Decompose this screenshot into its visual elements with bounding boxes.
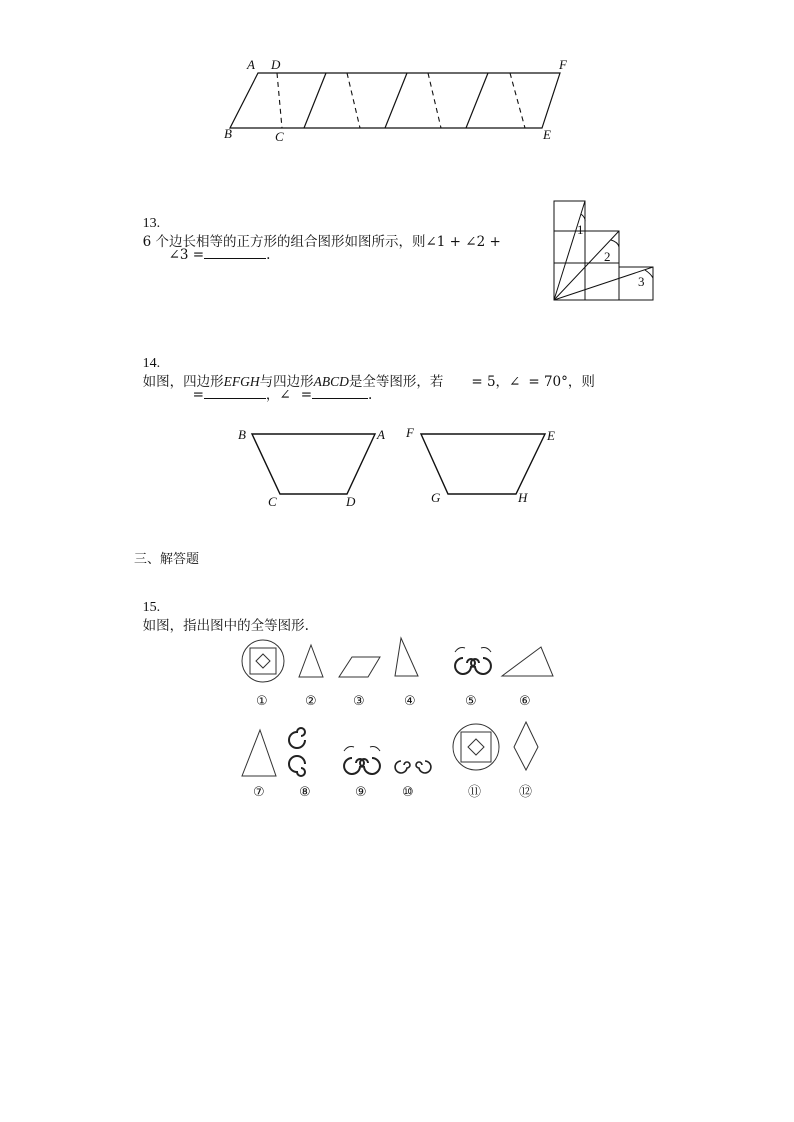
square (585, 263, 619, 300)
shape-6-triangle (502, 647, 553, 676)
trapezoid-abcd (252, 434, 375, 494)
vertex-label-B: B (238, 427, 246, 442)
q13-answer-suffix: . (266, 247, 271, 263)
shape-label-1: ① (256, 694, 268, 709)
angle-label-3: 3 (638, 274, 645, 289)
q14-text: ，∠ (265, 387, 291, 403)
q13-text: 6 个边长相等的正方形的组合图形如图所示，则∠1 + ∠2 + (142, 234, 501, 250)
diagonal-1 (554, 201, 585, 300)
vertex-label-E: E (547, 428, 555, 443)
shape-5-swirls (455, 648, 491, 674)
q15-text: 如图，指出图中的全等图形. (142, 618, 309, 634)
q13-answer-prefix: ∠3 = (168, 247, 205, 263)
q14-answer-blank-2[interactable] (312, 386, 368, 399)
q14-text: = 5，∠ (471, 374, 521, 390)
angle-label-1: 1 (577, 222, 584, 237)
angle-arc-3 (645, 270, 653, 278)
vertex-label-H: H (518, 490, 528, 505)
shape-1-circle-square (242, 640, 284, 682)
shape-3-parallelogram (339, 657, 380, 677)
q14-answer-blank-1[interactable] (204, 386, 266, 399)
shape-10-swirls (395, 761, 431, 773)
q13-line2 (160, 228, 270, 264)
shape-2-triangle (299, 645, 323, 677)
shape-label-8: ⑧ (299, 785, 311, 800)
q14-text: = (300, 387, 313, 403)
q14-text: 是全等图形，若 (348, 374, 444, 390)
vertex-label-D: D (346, 494, 356, 509)
q14-line2 (184, 368, 372, 404)
section-heading: 三、解答题 (134, 552, 200, 567)
shape-label-3: ③ (353, 694, 365, 709)
shape-label-10: ⑩ (402, 785, 414, 800)
q15-line1 (134, 580, 309, 635)
dashed-divider (510, 73, 525, 128)
q13-number: 13. (142, 216, 161, 231)
solid-divider (385, 73, 407, 128)
shape-label-5: ⑤ (465, 694, 477, 709)
dashed-divider (277, 73, 282, 128)
angle-label-2: 2 (604, 249, 611, 264)
solid-divider (466, 73, 488, 128)
shape-8-swirls (289, 728, 305, 776)
vertex-label-D: D (271, 57, 281, 72)
solid-divider (304, 73, 326, 128)
shape-label-2: ② (305, 694, 317, 709)
parallelogram-figure (215, 55, 575, 150)
squares-figure (550, 196, 660, 304)
q14-text: = 70°，则 (528, 374, 595, 390)
q14-quad-abcd: ABCD (313, 374, 349, 389)
vertex-label-G: G (431, 490, 441, 505)
q14-text: . (368, 387, 373, 403)
q14-quad-efgh: EFGH (223, 374, 260, 389)
q14-text: 如图，四边形 (142, 374, 224, 390)
trapezoid-efgh (421, 434, 545, 494)
dashed-divider (428, 73, 441, 128)
vertex-label-C: C (268, 494, 277, 509)
shape-label-11: ⑪ (468, 785, 482, 800)
congruent-shapes-figure (235, 630, 565, 810)
q14-text: = (192, 387, 204, 403)
vertex-label-E: E (543, 127, 551, 142)
q14-number: 14. (142, 356, 161, 371)
q13-answer-blank[interactable] (204, 246, 266, 259)
vertex-label-A: A (247, 57, 255, 72)
shape-4-triangle (395, 638, 418, 676)
shape-label-4: ④ (404, 694, 416, 709)
shape-label-6: ⑥ (519, 694, 531, 709)
q14-text: 与四边形 (259, 374, 314, 390)
trapezoids-figure (230, 420, 570, 515)
shape-9-swirls (344, 747, 380, 774)
shape-label-9: ⑨ (355, 785, 367, 800)
angle-arc-2 (611, 240, 619, 247)
vertex-label-F: F (406, 425, 414, 440)
shape-11-circle-square (453, 724, 499, 770)
shape-label-7: ⑦ (253, 785, 265, 800)
shape-label-12: ⑫ (519, 785, 533, 800)
vertex-label-A: A (377, 427, 385, 442)
shape-12-rhombus (514, 722, 538, 770)
vertex-label-F: F (559, 57, 567, 72)
vertex-label-C: C (275, 129, 284, 144)
dashed-divider (347, 73, 360, 128)
vertex-label-B: B (224, 126, 232, 141)
q15-number: 15. (142, 600, 161, 615)
shape-7-triangle (242, 730, 276, 776)
